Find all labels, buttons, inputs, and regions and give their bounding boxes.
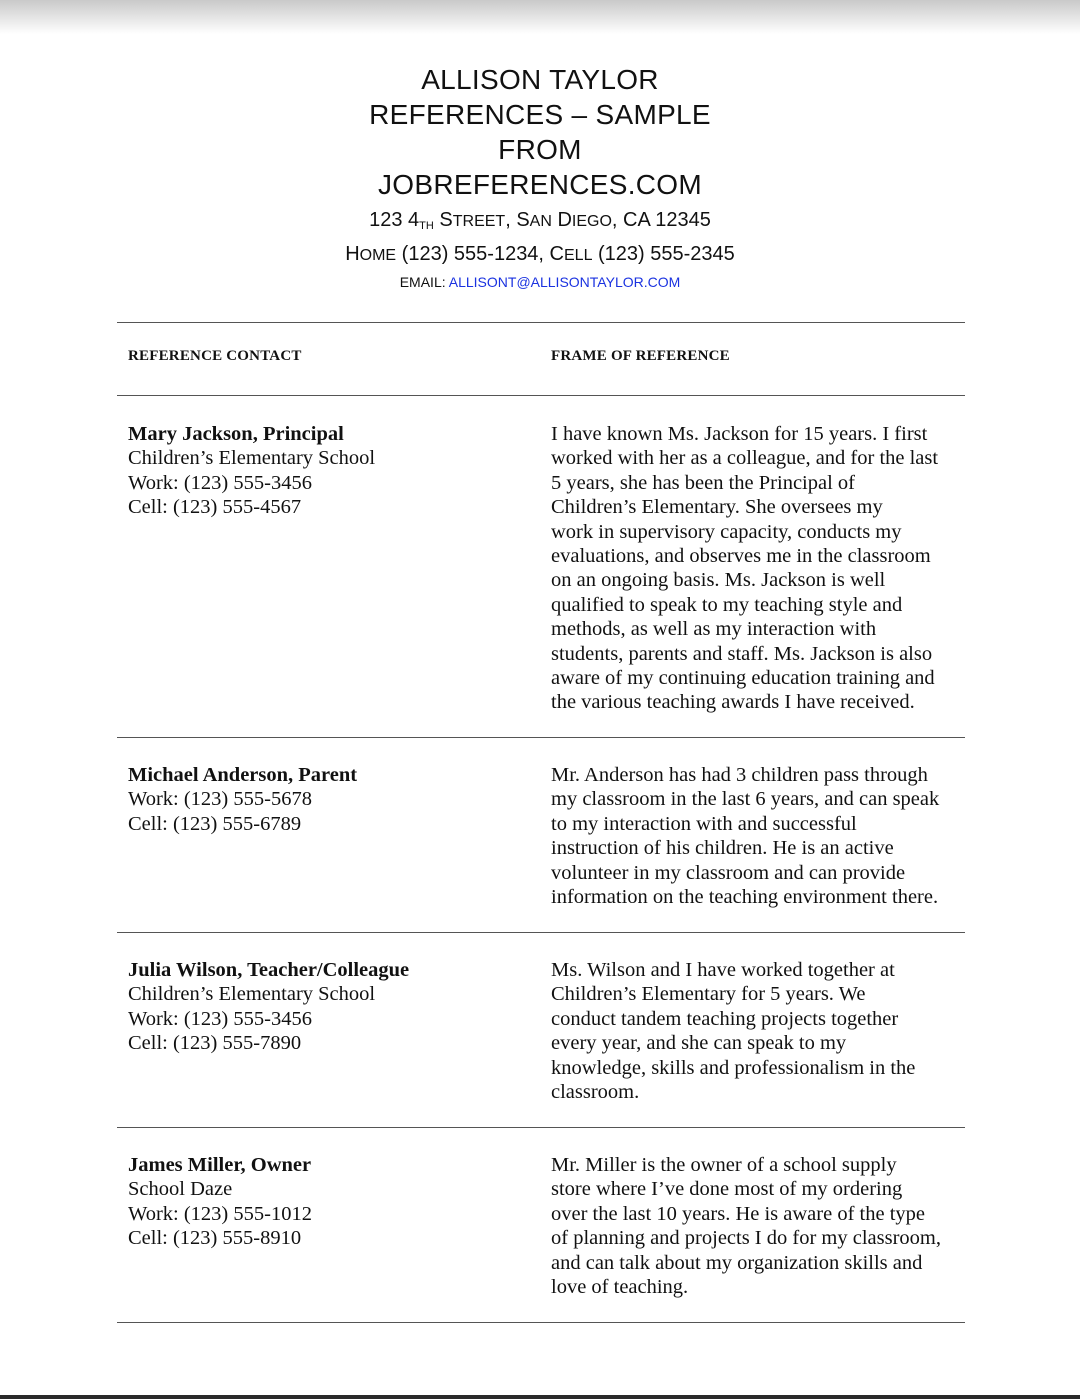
reference-detail: Work: (123) 555-3456: [128, 471, 312, 494]
frame-line: of planning and projects I do for my classroom,: [551, 1227, 941, 1250]
frame-line: and can talk about my organization skills and: [551, 1251, 923, 1274]
address-line: [0, 206, 1080, 240]
document-header: [0, 62, 1080, 293]
city-initial-2: D: [551, 209, 572, 231]
title-line-3: FROM: [498, 134, 582, 165]
frame-line: volunteer in my classroom and can provide: [551, 861, 906, 884]
frame-line: evaluations, and observes me in the classroom: [551, 545, 931, 568]
cell-rest: ELL: [564, 247, 593, 264]
reference-detail: Work: (123) 555-3456: [128, 1007, 312, 1030]
frame-line: work in supervisory capacity, conducts my: [551, 520, 902, 543]
reference-frame-1: [551, 422, 971, 715]
reference-frame-3: [551, 958, 971, 1104]
city-initial: , S: [505, 209, 530, 231]
home-phone: (123) 555-1234,: [396, 243, 550, 265]
reference-detail: Cell: (123) 555-8910: [128, 1227, 302, 1250]
city-rest-2: IEGO: [571, 213, 612, 230]
frame-line: to my interaction with and successful: [551, 812, 857, 835]
header-bottom-rule: [117, 395, 965, 396]
cell-phone: (123) 555-2345: [592, 243, 735, 265]
frame-line: Children’s Elementary. She oversees my: [551, 496, 883, 519]
reference-contact-1: [128, 422, 528, 520]
frame-line: aware of my continuing education training and: [551, 667, 935, 690]
reference-name: James Miller, Owner: [128, 1154, 312, 1176]
frame-line: methods, as well as my interaction with: [551, 618, 877, 641]
table-top-rule: [117, 322, 965, 323]
frame-line: classroom.: [551, 1081, 640, 1104]
frame-line: over the last 10 years. He is aware of the type: [551, 1202, 925, 1225]
frame-line: the various teaching awards I have received.: [551, 691, 915, 714]
frame-line: on an ongoing basis. Ms. Jackson is well: [551, 569, 886, 592]
frame-line: 5 years, she has been the Principal of: [551, 471, 855, 494]
reference-detail: Work: (123) 555-5678: [128, 788, 312, 811]
frame-line: I have known Ms. Jackson for 15 years. I first: [551, 423, 928, 445]
frame-line: worked with her as a colleague, and for the last: [551, 447, 939, 470]
viewer-bottom-edge: [0, 1395, 1080, 1399]
reference-contact-3: [128, 958, 528, 1056]
reference-name: Mary Jackson, Principal: [128, 423, 344, 445]
street-initial: S: [439, 209, 453, 231]
frame-line: conduct tandem teaching projects together: [551, 1007, 899, 1030]
frame-line: love of teaching.: [551, 1276, 689, 1299]
address-ordinal: TH: [419, 220, 434, 232]
reference-detail: Cell: (123) 555-4567: [128, 496, 302, 519]
state-zip: , CA 12345: [611, 209, 711, 231]
email-label: EMAIL:: [399, 274, 449, 290]
home-rest: OME: [359, 247, 397, 264]
row-divider-3: [117, 1127, 965, 1128]
frame-line: Mr. Anderson has had 3 children pass through: [551, 764, 928, 786]
frame-line: Ms. Wilson and I have worked together at: [551, 959, 895, 981]
reference-detail: Children’s Elementary School: [128, 447, 376, 470]
reference-detail: Cell: (123) 555-7890: [128, 1032, 302, 1055]
title-line-4: JOBREFERENCES.COM: [377, 169, 703, 200]
row-divider-2: [117, 932, 965, 933]
column-header-contact: REFERENCE CONTACT: [128, 348, 302, 364]
frame-line: store where I’ve done most of my ordering: [551, 1178, 903, 1201]
frame-line: Mr. Miller is the owner of a school supply: [551, 1154, 897, 1176]
reference-detail: Work: (123) 555-1012: [128, 1202, 312, 1225]
reference-contact-2: [128, 763, 528, 836]
frame-line: every year, and she can speak to my: [551, 1032, 847, 1055]
reference-frame-4: [551, 1153, 971, 1299]
address-number: 123 4: [369, 209, 420, 231]
reference-name: Michael Anderson, Parent: [128, 764, 358, 786]
street-rest: TREET: [452, 213, 506, 230]
home-initial: H: [345, 243, 360, 265]
cell-initial: C: [549, 243, 564, 265]
frame-line: instruction of his children. He is an active: [551, 837, 894, 860]
email-line: [0, 271, 1080, 293]
title-line-2: REFERENCES – SAMPLE: [369, 99, 711, 130]
table-bottom-rule: [117, 1322, 965, 1323]
row-divider-1: [117, 737, 965, 738]
frame-line: information on the teaching environment there.: [551, 886, 939, 909]
column-header-frame: FRAME OF REFERENCE: [551, 348, 730, 364]
reference-name: Julia Wilson, Teacher/Colleague: [128, 959, 410, 981]
reference-detail: School Daze: [128, 1178, 233, 1201]
city-rest: AN: [529, 213, 552, 230]
phone-line: [0, 240, 1080, 270]
frame-line: students, parents and staff. Ms. Jackson is also: [551, 642, 933, 665]
frame-line: qualified to speak to my teaching style and: [551, 593, 903, 616]
reference-detail: Cell: (123) 555-6789: [128, 812, 302, 835]
title-line-1: ALLISON TAYLOR: [421, 64, 659, 95]
viewer-top-shadow: [0, 0, 1080, 34]
reference-contact-4: [128, 1153, 528, 1251]
frame-line: Children’s Elementary for 5 years. We: [551, 983, 866, 1006]
reference-frame-2: [551, 763, 971, 909]
frame-line: my classroom in the last 6 years, and can speak: [551, 788, 940, 811]
email-link[interactable]: ALLISONT@ALLISONTAYLOR.COM: [448, 274, 681, 290]
reference-detail: Children’s Elementary School: [128, 983, 376, 1006]
frame-line: knowledge, skills and professionalism in the: [551, 1056, 916, 1079]
